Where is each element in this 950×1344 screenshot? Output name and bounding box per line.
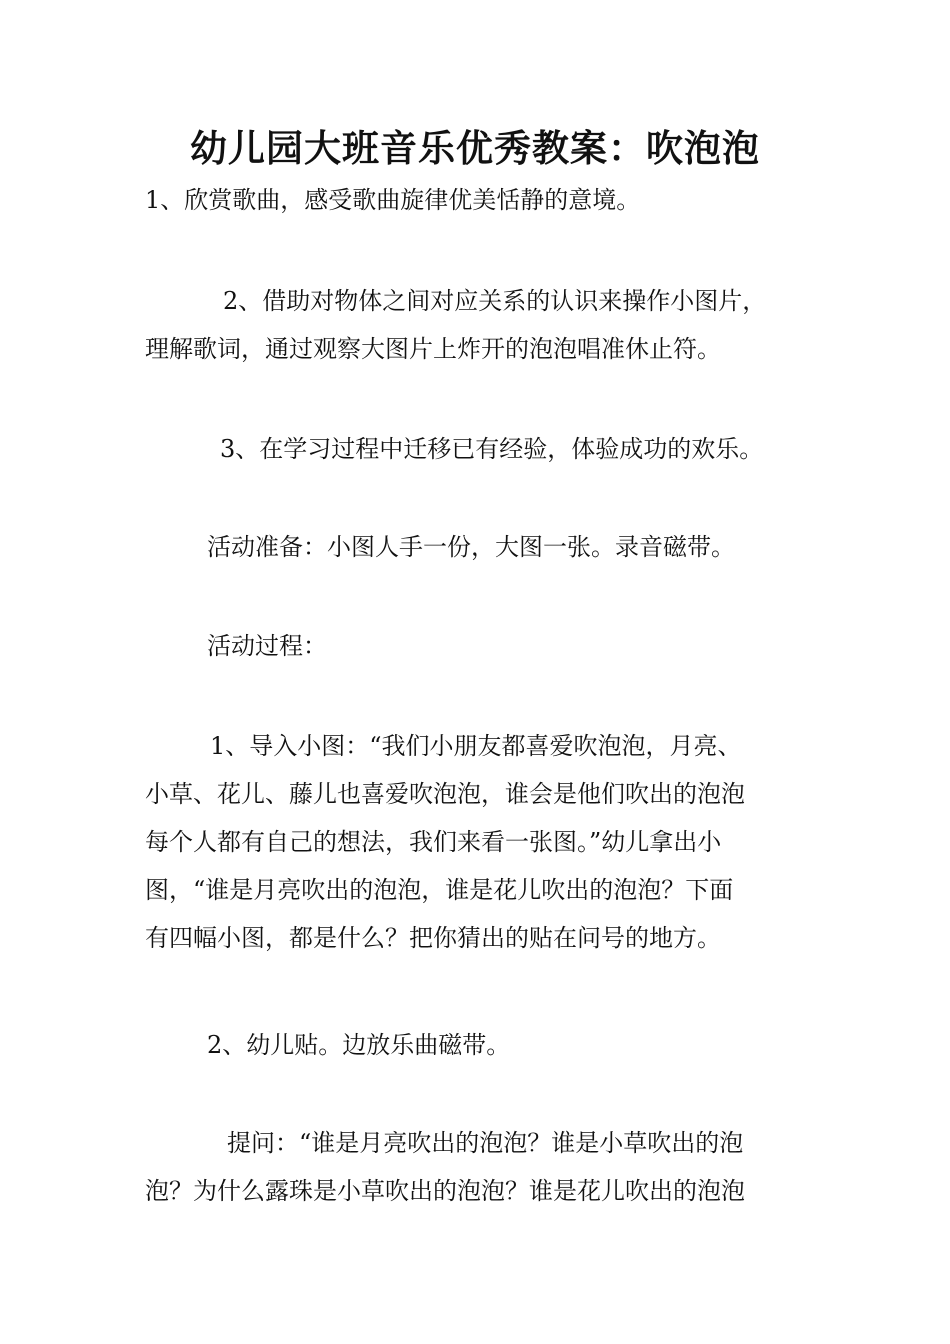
paragraph-line: 提问：“谁是月亮吹出的泡泡？谁是小草吹出的泡 [227,1129,744,1157]
paragraph-goal-1 [145,176,810,224]
paragraph-goal-3 [145,425,810,473]
paragraph-line: 1、导入小图：“我们小朋友都喜爱吹泡泡，月亮、 [210,732,742,760]
paragraph-line: 泡？为什么露珠是小草吹出的泡泡？谁是花儿吹出的泡泡 [145,1177,745,1205]
paragraph-line: 2、幼儿贴。边放乐曲磁带。 [207,1031,511,1059]
paragraph-question [145,1119,810,1215]
paragraph-preparation [145,523,810,571]
paragraph-line: 小草、花儿、藤儿也喜爱吹泡泡，谁会是他们吹出的泡泡 [145,780,745,808]
paragraph-line: 有四幅小图，都是什么？把你猜出的贴在问号的地方。 [145,924,721,952]
paragraph-line: 活动准备：小图人手一份，大图一张。录音磁带。 [207,533,735,561]
document-title: 幼儿园大班音乐优秀教案：吹泡泡 [190,127,760,170]
paragraph-line: 2、借助对物体之间对应关系的认识来操作小图片， [223,287,767,315]
paragraph-line: 图，“谁是月亮吹出的泡泡，谁是花儿吹出的泡泡？下面 [145,876,734,904]
paragraph-line: 3、在学习过程中迁移已有经验，体验成功的欢乐。 [220,435,764,463]
paragraph-line: 活动过程： [207,632,327,660]
paragraph-process-heading [145,622,810,670]
paragraph-step-1 [145,722,810,962]
paragraph-line: 每个人都有自己的想法，我们来看一张图。”幼儿拿出小 [145,828,722,856]
paragraph-line: 1、欣赏歌曲，感受歌曲旋律优美恬静的意境。 [145,186,641,214]
paragraph-line: 理解歌词，通过观察大图片上炸开的泡泡唱准休止符。 [145,335,721,363]
paragraph-goal-2 [145,277,810,373]
paragraph-step-2 [145,1021,810,1069]
